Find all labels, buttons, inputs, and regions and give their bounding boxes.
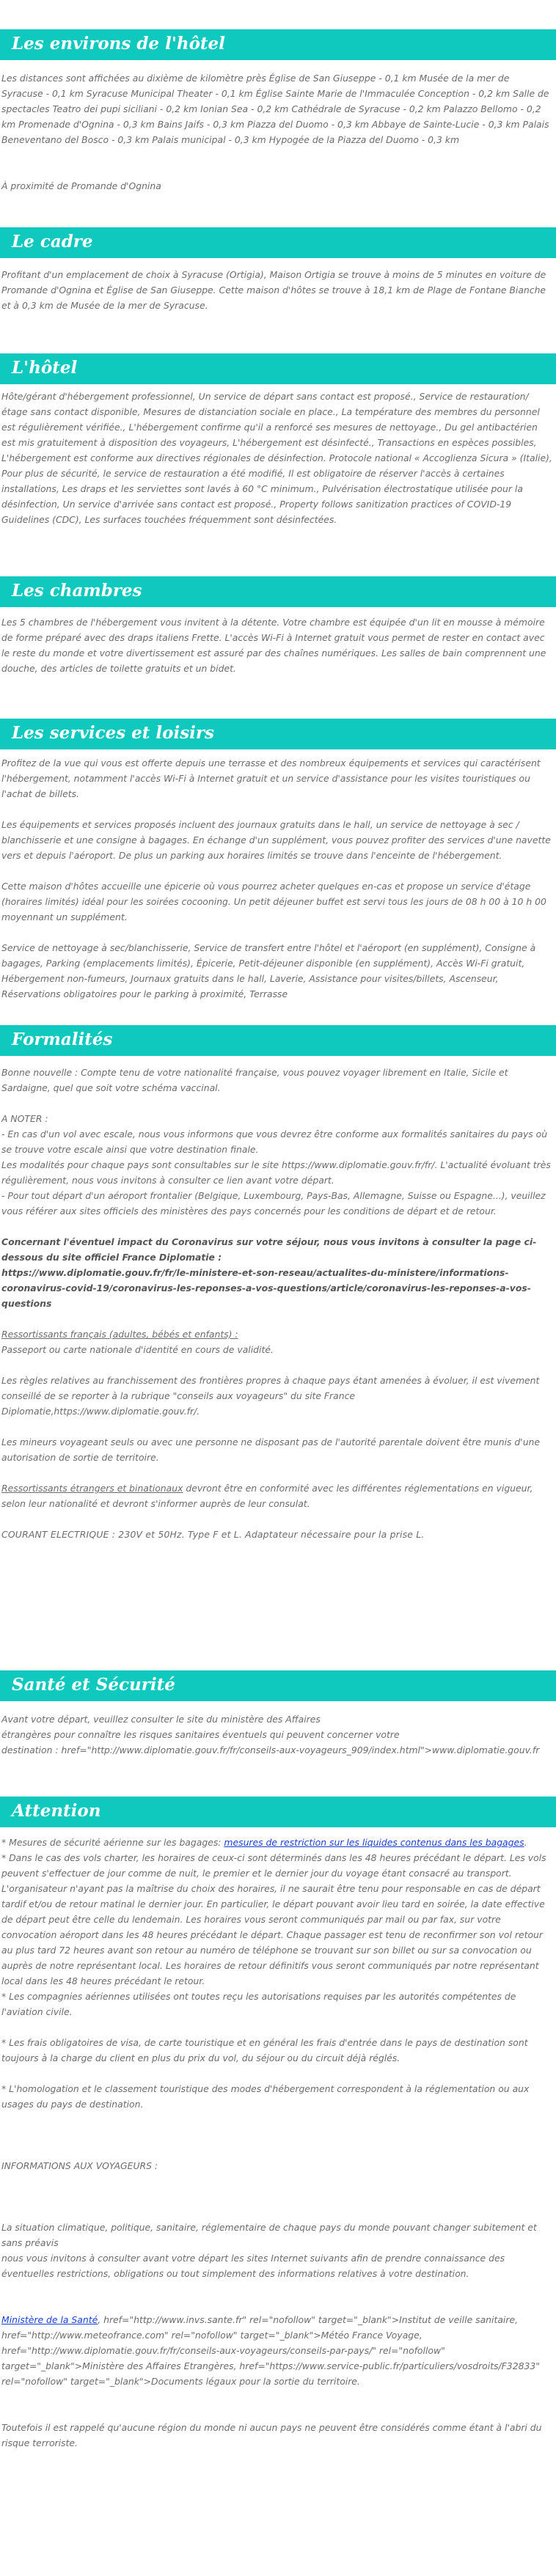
services-p3: Cette maison d'hôtes accueille une épicerie où vous pourrez acheter quelques en-cas et propose un service d'étage (horaires limités) idéal pour les soirées cocooning. Un petit déjeuner buffet est servi tous les jours de 08 h 00 à 10 h 00 moyennant un supplément. <box>1 881 546 922</box>
formalites-note-1: - En cas d'un vol avec escale, nous vous informons que vous devrez être conforme aux formalités sanitaires du pays où se trouve votre escale ainsi que votre destination finale. <box>1 1129 548 1155</box>
section-header-services <box>0 719 556 749</box>
section-header-formalites <box>0 1025 556 1056</box>
formalites-note-label: A NOTER : <box>1 1113 48 1124</box>
formalites-intro: Bonne nouvelle : Compte tenu de votre nationalité française, vous pouvez voyager librement en Italie, Sicile et Sardaigne, quel que soit votre schéma vaccinal. <box>1 1067 508 1093</box>
section-header-sante <box>0 1670 556 1701</box>
section-title: Formalités <box>12 1030 113 1049</box>
section-title: Les chambres <box>12 581 142 601</box>
attention-measure-1-suffix: . <box>524 1837 527 1848</box>
section-body-environs <box>0 70 553 194</box>
info-voyageurs-title: INFORMATIONS AUX VOYAGEURS : <box>1 2160 158 2171</box>
section-body-services <box>0 755 553 1002</box>
terrorism-notice: Toutefois il est rappelé qu'aucune région du monde ni aucun pays ne peuvent être considérés comme étant à l'abri du risque terroriste. <box>1 2422 542 2448</box>
chambres-text: Les 5 chambres de l'hébergement vous invitent à la détente. Votre chambre est équipée d'un lit en mousse à mémoire de forme préparé avec des draps italiens Frette. L'accès Wi-Fi à Internet gratuit vous permet de rester en contact avec le reste du monde et votre divertissement est assuré par des chaînes numériques. Les salles de bain comprennent une douche, des articles de toilette gratuits et un bidet. <box>1 617 546 674</box>
sante-line-3: destination : href="http://www.diplomatie.gouv.fr/fr/conseils-aux-voyageurs_909/index.html">www.diplomatie.gouv.fr <box>1 1744 540 1755</box>
info-voyageurs-2: nous vous invitons à consulter avant votre départ les sites Internet suivants afin de prendre connaissance des éventuelles restrictions, obligations ou tout simplement des informations relatives à votre destination. <box>1 2253 505 2279</box>
attention-measure-4: * Les frais obligatoires de visa, de carte touristique et en général les frais d'entrée dans le pays de destination sont toujours à la charge du client en plus du prix du vol, du séjour ou du circuit déjà réglés. <box>1 2037 528 2063</box>
info-voyageurs-links <box>1 2312 553 2389</box>
section-body-attention <box>0 1835 553 2451</box>
environs-proximity: À proximité de Promande d'Ognina <box>1 180 161 191</box>
sante-line-2: étrangères pour connaître les risques sanitaires éventuels qui peuvent concerner votre <box>1 1729 400 1740</box>
section-title: L'hôtel <box>12 358 78 378</box>
formalites-etrangers <box>1 1480 553 1511</box>
section-header-environs <box>0 29 556 60</box>
formalites-note-2: Les modalités pour chaque pays sont consultables sur le site https://www.diplomatie.gouv.fr/fr/. L'actualité évoluant très régulièrement, nous vous invitons à consulter ce lien avant votre départ. <box>1 1159 551 1186</box>
section-header-attention <box>0 1797 556 1827</box>
section-title: Les environs de l'hôtel <box>12 34 225 54</box>
formalites-regles: Les règles relatives au franchissement des frontières propres à chaque pays étant amenées à évoluer, il est vivement conseillé de se reporter à la rubrique "conseils aux voyageurs" du site France Diplomatie,https://www.diplomatie.gouv.fr/. <box>1 1375 540 1417</box>
attention-measure-1-prefix: * Mesures de sécurité aérienne sur les bagages: <box>1 1837 224 1848</box>
formalites-covid-url: https://www.diplomatie.gouv.fr/fr/le-ministere-et-son-reseau/actualites-du-ministere/informations-coronavirus-covid-19/coronavirus-les-reponses-a-vos-questions/article/coronavirus-les-reponses-a-vos-questions <box>1 1267 531 1309</box>
formalites-note-3: - Pour tout départ d'un aéroport frontalier (Belgique, Luxembourg, Pays-Bas, Allemagne, Suisse ou Espagne...), veuillez vous référer aux sites officiels des ministères des pays concernés pour les conditions de départ et de retour. <box>1 1190 546 1217</box>
info-voyageurs-links-text: , href="http://www.invs.sante.fr" rel="nofollow" target="_blank">Institut de veille sanitaire, href="http://www.meteofrance.com" rel="nofollow" target="_blank">Météo France Voyage, href="http://www.diplomatie.gouv.fr/fr/conseils-aux-voyageurs/conseils-par-pays/" rel="nofollow" target="_blank">Ministère des Affaires Etrangères, href="https://www.service-public.fr/particuliers/vosdroits/F32833" rel="nofollow" target="_blank">Documents légaux pour la sortie du territoire. <box>1 2314 540 2387</box>
section-body-hotel <box>0 389 553 527</box>
section-body-formalites <box>0 1065 553 1542</box>
services-amenities: Service de nettoyage à sec/blanchisserie, Service de transfert entre l'hôtel et l'aéroport (en supplément), Consigne à bagages, Parking (emplacements limités), Épicerie, Petit-déjeuner disponible (en supplément), Accès Wi-Fi gratuit, Hébergement non-fumeurs, Journaux gratuits dans le hall, Laverie, Assistance pour visites/billets, Ascenseur, Réservations obligatoires pour le parking à proximité, Terrasse <box>1 942 536 999</box>
ministere-sante-link[interactable]: Ministère de la Santé <box>1 2314 98 2325</box>
formalites-etrangers-label: Ressortissants étrangers et binationaux <box>1 1483 183 1494</box>
section-title: Le cadre <box>12 232 93 252</box>
liquids-restriction-link[interactable]: mesures de restriction sur les liquides contenus dans les bagages <box>224 1837 524 1848</box>
hotel-text: Hôte/gérant d'hébergement professionnel, Un service de départ sans contact est proposé., Service de restauration/étage sans contact disponible, Mesures de distanciation sociale en place., La température des membres du personnel est régulièrement vérifiée., L'hébergement confirme qu'il a renforcé ses mesures de nettoyage., Du gel antibactérien est mis gratuitement à disposition des voyageurs, L'hébergement est désinfecté., Transactions en espèces possibles, L'hébergement est conforme aux directives régionales de désinfection. Protocole national « Accoglienza Sicura » (Italie), Pour plus de sécurité, le service de restauration a été modifié, Il est obligatoire de réserver l'accès à certaines installations, Les draps et les serviettes sont lavés à 60 °C minimum., Pulvérisation électrostatique utilisée pour la désinfection, Un service d'arrivée sans contact est proposé., Property follows sanitization practices of COVID-19 Guidelines (CDC), Les surfaces touchées fréquemment sont désinfectées. <box>1 391 552 525</box>
formalites-fr-text: Passeport ou carte nationale d'identité en cours de validité. <box>1 1344 274 1355</box>
section-title: Santé et Sécurité <box>12 1675 175 1695</box>
formalites-covid-notice: Concernant l'éventuel impact du Coronavirus sur votre séjour, nous vous invitons à consulter la page ci-dessous du site officiel France Diplomatie : <box>1 1236 537 1263</box>
formalites-etrangers-text: devront être en conformité avec les différentes réglementations en vigueur, selon leur nationalité et devront s'informer auprès de leur consulat. <box>1 1483 533 1509</box>
attention-measure-3: * Les compagnies aériennes utilisées ont toutes reçu les autorisations requises par les autorités compétentes de l'aviation civile. <box>1 1991 516 2017</box>
info-voyageurs-1: La situation climatique, politique, sanitaire, réglementaire de chaque pays du monde pouvant changer subitement et sans préavis <box>1 2222 537 2248</box>
section-header-cadre <box>0 227 556 258</box>
section-header-hotel <box>0 353 556 384</box>
section-body-sante <box>0 1711 553 1758</box>
services-p1: Profitez de la vue qui vous est offerte depuis une terrasse et des nombreux équipements et services qui caractérisent l'hébergement, notamment l'accès Wi-Fi à Internet gratuit et un service d'assistance pour les visites touristiques ou l'achat de billets. <box>1 757 541 799</box>
environs-distances: Les distances sont affichées au dixième de kilomètre près Église de San Giuseppe - 0,1 km Musée de la mer de Syracuse - 0,1 km Syracuse Municipal Theater - 0,1 km Église Sainte Marie de l'Immaculée Conception - 0,2 km Salle de spectacles Teatro dei pupi siciliani - 0,2 km Ionian Sea - 0,2 km Cathédrale de Syracuse - 0,2 km Palazzo Bellomo - 0,2 km Promenade d'Ognina - 0,3 km Bains Jaifs - 0,3 km Piazza del Duomo - 0,3 km Abbaye de Sainte-Lucie - 0,3 km Palais Beneventano del Bosco - 0,3 km Palais municipal - 0,3 km Hypogée de la Piazza del Duomo - 0,3 km <box>1 73 549 145</box>
sante-line-1: Avant votre départ, veuillez consulter le site du ministère des Affaires <box>1 1714 321 1725</box>
attention-measure-5: * L'homologation et le classement touristique des modes d'hébergement correspondent à la réglementation ou aux usages du pays de destination. <box>1 2083 530 2110</box>
section-title: Les services et loisirs <box>12 723 214 743</box>
formalites-mineurs: Les mineurs voyageant seuls ou avec une personne ne disposant pas de l'autorité parentale doivent être munis d'une autorisation de sortie de territoire. <box>1 1436 541 1463</box>
cadre-text: Profitant d'un emplacement de choix à Syracuse (Ortigia), Maison Ortigia se trouve à moins de 5 minutes en voiture de Promande d'Ognina et Église de San Giuseppe. Cette maison d'hôtes se trouve à 18,1 km de Plage de Fontane Bianche et à 0,3 km de Musée de la mer de Syracuse. <box>1 269 546 311</box>
services-p2: Les équipements et services proposés incluent des journaux gratuits dans le hall, un service de nettoyage à sec / blanchisserie et une consigne à bagages. En échange d'un supplément, vous pouvez profiter des services d'une navette vers et depuis l'aéroport. De plus un parking aux horaires limités se trouve dans l'enceinte de l'hébergement. <box>1 819 551 861</box>
section-body-cadre <box>0 267 553 313</box>
section-header-chambres <box>0 576 556 607</box>
section-title: Attention <box>12 1801 101 1821</box>
attention-measure-2: * Dans le cas des vols charter, les horaires de ceux-ci sont déterminés dans les 48 heures précédant le départ. Les vols peuvent s'effectuer de jour comme de nuit, le premier et le dernier jour du voyage étant consacré au transport. L'organisateur n'ayant pas la maîtrise du choix des horaires, il ne saurait être tenu pour responsable en cas de départ tardif et/ou de retour matinal le dernier jour. En particulier, le départ pouvant avoir lieu tard en soirée, la date effective de départ peut être celle du lendemain. Les horaires vous seront communiqués par mail ou par fax, sur votre convocation aéroport dans les 48 heures précédant le départ. Chaque passager est tenu de reconfirmer son vol retour au plus tard 72 heures avant son retour au numéro de téléphone se trouvant sur son billet ou sur sa convocation ou auprès de notre représentant local. Les horaires de retour définitifs vous seront communiqués par notre représentant local dans les 48 heures précédant le retour. <box>1 1852 546 1986</box>
attention-measure-1 <box>1 1835 553 1850</box>
formalites-fr-label: Ressortissants français (adultes, bébés et enfants) : <box>1 1329 238 1340</box>
section-body-chambres <box>0 614 553 676</box>
formalites-courant: COURANT ELECTRIQUE : 230V et 50Hz. Type F et L. Adaptateur nécessaire pour la prise L. <box>1 1529 425 1540</box>
